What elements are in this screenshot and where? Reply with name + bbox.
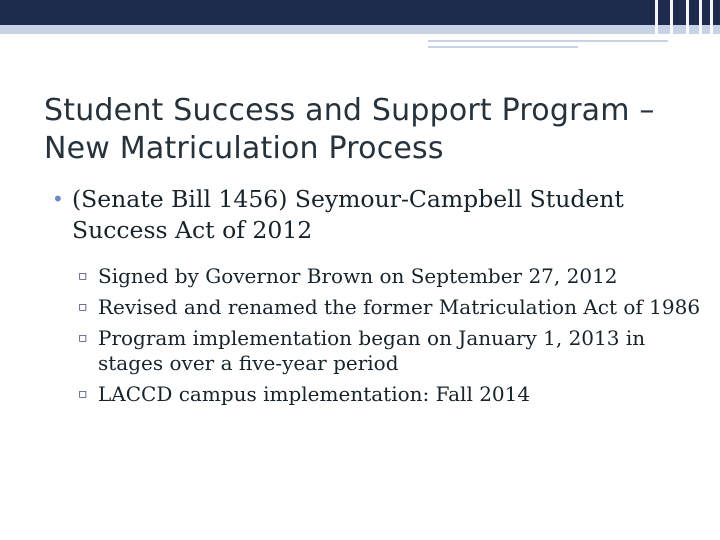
square-bullet-icon: ▫ bbox=[78, 268, 88, 284]
header-stripe bbox=[686, 0, 689, 34]
bullet-text: (Senate Bill 1456) Seymour-Campbell Student Success Act of 2012 bbox=[72, 185, 624, 244]
subbullet-text: Program implementation began on January 1, 2013 in stages over a five-year period bbox=[98, 326, 646, 375]
subbullet-item bbox=[52, 382, 702, 407]
bullet-icon: • bbox=[52, 187, 64, 211]
subbullet-text: Signed by Governor Brown on September 27, 2012 bbox=[98, 264, 618, 288]
header-accent-line bbox=[428, 46, 578, 48]
square-bullet-icon: ▫ bbox=[78, 386, 88, 402]
square-bullet-icon: ▫ bbox=[78, 330, 88, 346]
subbullet-item bbox=[52, 326, 702, 376]
slide-body bbox=[52, 184, 702, 413]
header-band-light bbox=[0, 25, 720, 34]
bullet-item bbox=[52, 184, 702, 246]
subbullet-text: LACCD campus implementation: Fall 2014 bbox=[98, 382, 531, 406]
subbullet-text: Revised and renamed the former Matriculation Act of 1986 bbox=[98, 295, 701, 319]
slide-title: Student Success and Support Program – New Matriculation Process bbox=[44, 93, 655, 166]
subbullet-item bbox=[52, 295, 702, 320]
header-stripe bbox=[699, 0, 702, 34]
subbullet-item bbox=[52, 264, 702, 289]
header-stripe bbox=[670, 0, 673, 34]
header-stripe bbox=[655, 0, 658, 34]
header-accent-line bbox=[428, 40, 668, 42]
header-stripe bbox=[710, 0, 713, 34]
square-bullet-icon: ▫ bbox=[78, 299, 88, 315]
header-band-dark bbox=[0, 0, 720, 25]
